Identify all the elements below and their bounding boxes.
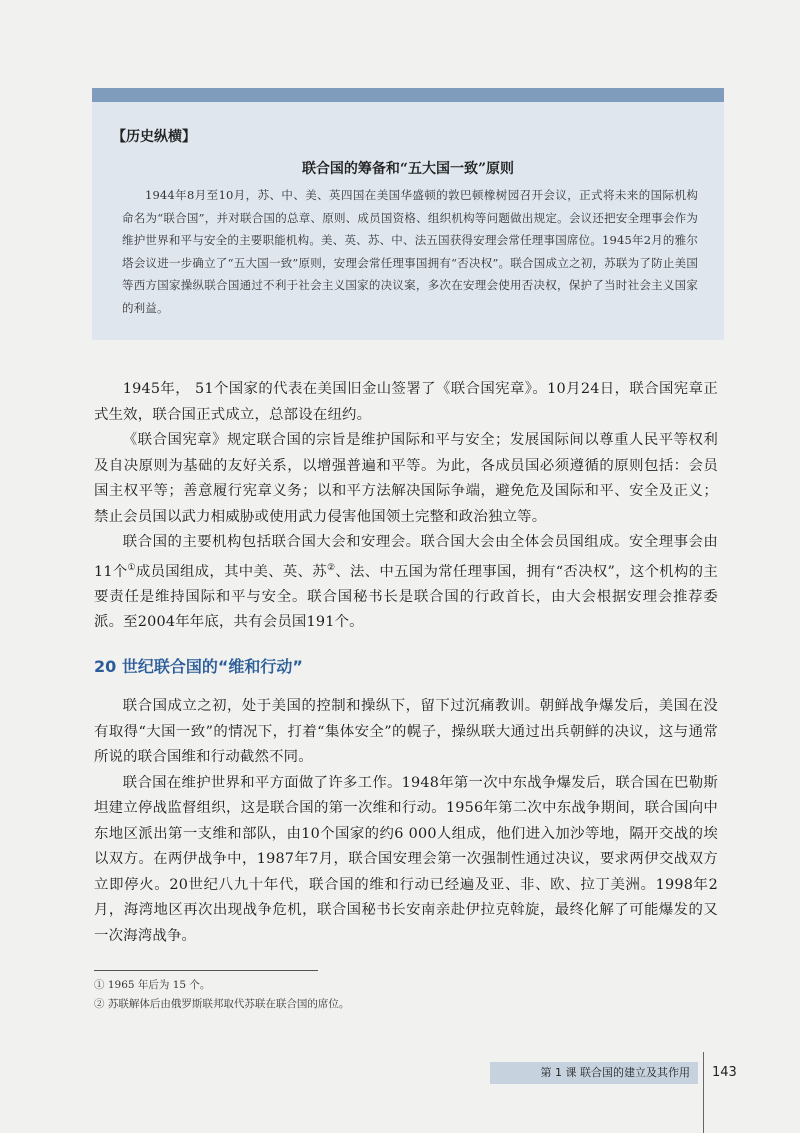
sidebar-body: 1944年8月至10月，苏、中、美、英四国在美国华盛顿的敦巴顿橡树园召开会议，正式将未来的国际机构命名为“联合国”，并对联合国的总章、原则、成员国资格、组织机构等问题做出规定。会议还把安全理事会作为维护世界和平与安全的主要职能机构。美、英、苏、中、法五国获得安理会常任理事国席位。1945年2月的雅尔塔会议进一步确立了“五大国一致”原则，安理会常任理事国拥有“否决权”。联合国成立之初，苏联为了防止美国等西方国家操纵联合国通过不利于社会主义国家的决议案，多次在安理会使用否决权，保护了当时社会主义国家的利益。	[122, 188, 698, 315]
paragraph: 《联合国宪章》规定联合国的宗旨是维护国际和平与安全；发展国际间以尊重人民平等权利及自决原则为基础的友好关系，以增强普遍和平等。为此，各成员国必须遵循的原则包括：会员国主权平等；善意履行宪章义务；以和平方法解决国际争端，避免危及国际和平、安全及正义；禁止会员国以武力相威胁或使用武力侵害他国领土完整和政治独立等。	[94, 432, 718, 525]
footer-divider	[703, 1052, 704, 1133]
paragraph-text: 、法、中五国为常任理事国，拥有“否决权”，这个机构的主要责任是维持国际和平与安全。联合国秘书长是联合国的行政首长，由大会根据安理会推荐委派。至2004年年底，共有会员国191个。	[94, 563, 718, 631]
footnote-1: ① 1965 年后为 15 个。	[94, 979, 211, 991]
page-number: 143	[712, 1065, 737, 1080]
section-heading: 20 世纪联合国的“维和行动”	[94, 657, 303, 676]
section-un-founding	[94, 377, 718, 636]
footnote-2: ② 苏联解体后由俄罗斯联邦取代苏联在联合国的席位。	[94, 998, 350, 1010]
paragraph	[94, 530, 718, 636]
sidebar-top-band	[92, 88, 724, 102]
paragraph-text: 成员国组成，其中美、英、苏	[135, 563, 327, 580]
history-sidebar-box	[92, 88, 724, 340]
lesson-footer: 第 1 课 联合国的建立及其作用	[490, 1062, 698, 1084]
paragraph: 联合国在维护世界和平方面做了许多工作。1948年第一次中东战争爆发后，联合国在巴勒斯坦建立停战监督组织，这是联合国的第一次维和行动。1956年第二次中东战争期间，联合国向中东地区派出第一支维和部队，由10个国家的约6 000人组成，他们进入加沙等地，隔开交战的埃以双方。在两伊战争中，1987年7月，联合国安理会第一次强制性通过决议，要求两伊交战双方立即停火。20世纪八九十年代，联合国的维和行动已经遍及亚、非、欧、拉丁美洲。1998年2月，海湾地区再次出现战争危机，联合国秘书长安南亲赴伊拉克斡旋，最终化解了可能爆发的又一次海湾战争。	[94, 774, 718, 944]
paragraph: 1945年， 51个国家的代表在美国旧金山签署了《联合国宪章》。10月24日，联合国宪章正式生效，联合国正式成立，总部设在纽约。	[94, 381, 718, 423]
sidebar-title: 联合国的筹备和“五大国一致”原则	[301, 161, 515, 177]
footnote-ref-2: ②	[326, 562, 336, 573]
sidebar-label: 【历史纵横】	[112, 129, 196, 145]
footnotes	[94, 976, 349, 1014]
paragraph: 联合国成立之初，处于美国的控制和操纵下，留下过沉痛教训。朝鲜战争爆发后，美国在没有取得“大国一致”的情况下，打着“集体安全”的幌子，操纵联大通过出兵朝鲜的决议，这与通常所说的联合国维和行动截然不同。	[94, 698, 718, 765]
section-peacekeeping	[94, 694, 718, 949]
paragraph-text: 联合国的主要机构包括联合国大会和安理会。联合国大会由全体会员国组成。安全理事会由11个	[94, 534, 718, 580]
footnote-ref-1: ①	[127, 562, 136, 573]
footnote-divider	[94, 970, 318, 971]
